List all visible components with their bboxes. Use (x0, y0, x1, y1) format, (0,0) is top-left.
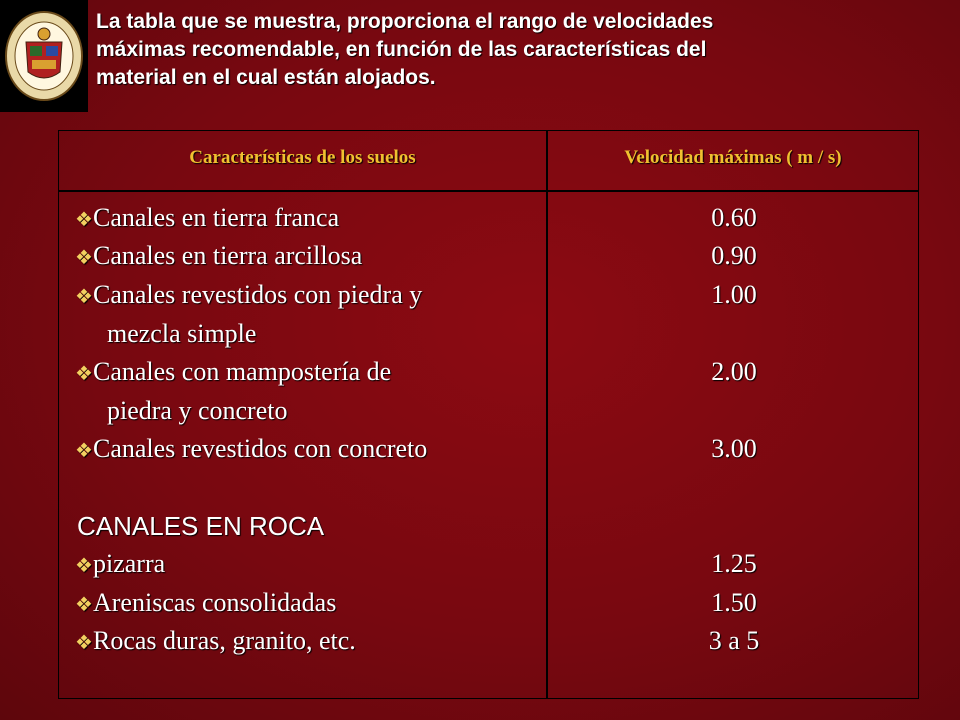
table-row-label: ❖Canales en tierra arcillosa (75, 241, 363, 270)
intro-paragraph (96, 8, 856, 92)
table-row-continuation: piedra y concreto (107, 396, 288, 425)
rock-section-title: CANALES EN ROCA (77, 511, 325, 541)
diamond-star-bullet-icon: ❖ (75, 594, 93, 616)
table-row-value: 3 a 5 (708, 626, 760, 655)
university-seal-icon (4, 10, 84, 102)
diamond-star-bullet-icon: ❖ (75, 209, 93, 231)
diamond-star-bullet-icon: ❖ (75, 247, 93, 269)
table-row-label: ❖Rocas duras, granito, etc. (75, 626, 356, 655)
velocity-table (58, 130, 919, 699)
diamond-star-bullet-icon: ❖ (75, 632, 93, 654)
intro-line: La tabla que se muestra, proporciona el rango de velocidades (96, 10, 714, 33)
table-row-label: ❖Canales en tierra franca (75, 203, 340, 232)
diamond-star-bullet-icon: ❖ (75, 440, 93, 462)
table-row-value: 2.00 (711, 357, 757, 386)
table-row-label: ❖Areniscas consolidadas (75, 588, 337, 617)
column-divider (546, 131, 548, 698)
table-row-value: 1.25 (711, 549, 757, 578)
table-row-value: 0.90 (711, 241, 757, 270)
table-row-label: ❖pizarra (75, 549, 166, 578)
table-row-value: 1.00 (711, 280, 757, 309)
diamond-star-bullet-icon: ❖ (75, 286, 93, 308)
header-divider (59, 190, 918, 192)
intro-line: máximas recomendable, en función de las características del (96, 38, 707, 61)
table-row-value: 3.00 (711, 434, 757, 463)
diamond-star-bullet-icon: ❖ (75, 363, 93, 385)
table-row-label: ❖Canales revestidos con concreto (75, 434, 428, 463)
header-max-velocity: Velocidad máximas ( m / s) (624, 147, 842, 168)
header-soil-characteristics: Características de los suelos (189, 147, 416, 168)
diamond-star-bullet-icon: ❖ (75, 555, 93, 577)
table-row-label: ❖Canales con mampostería de (75, 357, 392, 386)
intro-line: material en el cual están alojados. (96, 66, 436, 89)
table-row-continuation: mezcla simple (107, 319, 257, 348)
table-row-value: 1.50 (711, 588, 757, 617)
logo-panel (0, 0, 88, 112)
table-row-value: 0.60 (711, 203, 757, 232)
table-row-label: ❖Canales revestidos con piedra y (75, 280, 423, 309)
